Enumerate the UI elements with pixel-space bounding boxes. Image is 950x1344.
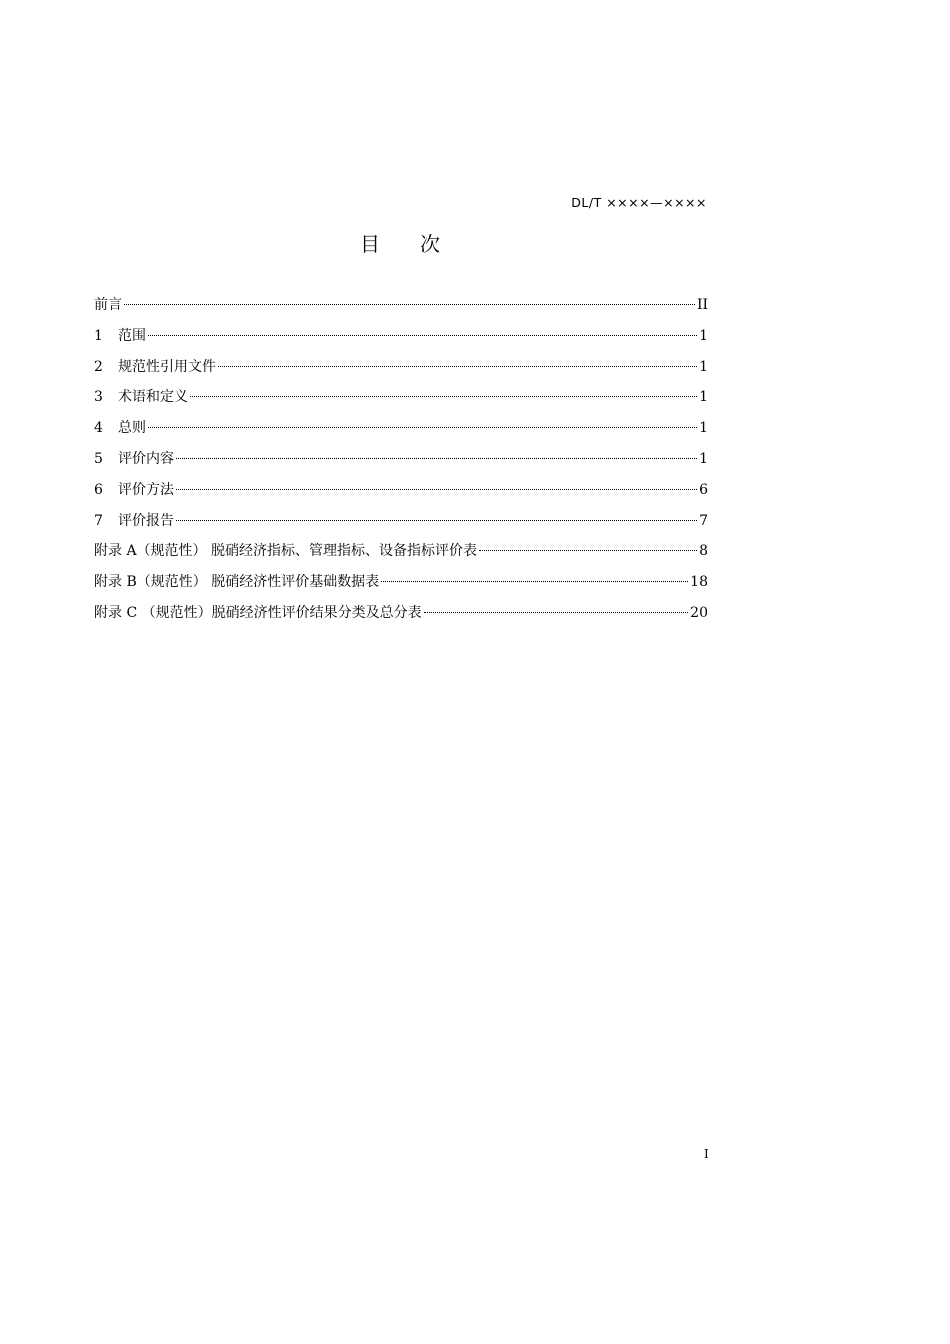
toc-entry-label: 附录 A（规范性） 脱硝经济指标、管理指标、设备指标评价表	[94, 543, 478, 560]
toc-entry-page: 1	[699, 450, 708, 467]
toc-entry-number: 7	[94, 512, 103, 529]
toc-entry-page: 1	[699, 327, 708, 344]
toc-entry-page: 18	[690, 574, 708, 591]
toc-dot-leader	[176, 489, 697, 490]
toc-entry-label: 前言	[94, 297, 122, 313]
toc-dot-leader	[424, 612, 689, 613]
standard-code: DL/T ××××—××××	[571, 195, 707, 210]
toc-entry-page: 8	[699, 543, 708, 560]
toc-entry-page: 20	[690, 604, 708, 621]
toc-entry-label: 范围	[118, 327, 146, 344]
toc-entry-number: 3	[94, 389, 103, 406]
toc-entry-terms-definitions[interactable]	[94, 387, 708, 418]
toc-entry-number: 6	[94, 481, 103, 498]
toc-entry-scope[interactable]	[94, 326, 708, 357]
toc-entry-label: 规范性引用文件	[118, 358, 216, 375]
toc-entry-label: 附录 B（规范性） 脱硝经济性评价基础数据表	[94, 574, 380, 591]
toc-dot-leader	[176, 458, 697, 459]
toc-entry-normative-references[interactable]	[94, 357, 708, 388]
toc-entry-label: 术语和定义	[118, 389, 188, 406]
toc-entry-page: 6	[699, 481, 708, 498]
toc-entry-page: 1	[699, 420, 708, 437]
page-number: I	[704, 1147, 709, 1161]
toc-entry-appendix-c[interactable]	[94, 603, 708, 634]
toc-dot-leader	[479, 550, 697, 551]
toc-entry-number: 2	[94, 358, 103, 375]
toc-entry-page: II	[696, 297, 708, 313]
toc-entry-preface[interactable]	[94, 295, 708, 326]
toc-entry-page: 1	[699, 389, 708, 406]
toc-entry-number: 1	[94, 327, 103, 344]
toc-entry-label: 评价内容	[118, 450, 174, 467]
toc-entry-evaluation-report[interactable]	[94, 511, 708, 542]
toc-entry-appendix-b[interactable]	[94, 572, 708, 603]
toc-entry-number: 5	[94, 450, 103, 467]
toc-dot-leader	[124, 304, 695, 305]
toc-entry-label: 评价方法	[118, 481, 174, 498]
toc-entry-evaluation-content[interactable]	[94, 449, 708, 480]
table-of-contents	[94, 295, 708, 634]
toc-dot-leader	[148, 335, 697, 336]
toc-entry-page: 7	[699, 512, 708, 529]
page-title: 目 次	[360, 232, 440, 256]
toc-dot-leader	[148, 427, 697, 428]
toc-entry-label: 评价报告	[118, 512, 174, 529]
toc-dot-leader	[218, 366, 697, 367]
toc-dot-leader	[190, 396, 697, 397]
toc-dot-leader	[381, 581, 688, 582]
toc-entry-label: 附录 C （规范性）脱硝经济性评价结果分类及总分表	[94, 604, 422, 621]
toc-entry-appendix-a[interactable]	[94, 541, 708, 572]
toc-entry-page: 1	[699, 358, 708, 375]
toc-entry-general[interactable]	[94, 418, 708, 449]
toc-entry-evaluation-method[interactable]	[94, 480, 708, 511]
toc-entry-label: 总则	[118, 420, 146, 437]
toc-entry-number: 4	[94, 420, 103, 437]
toc-dot-leader	[176, 520, 697, 521]
